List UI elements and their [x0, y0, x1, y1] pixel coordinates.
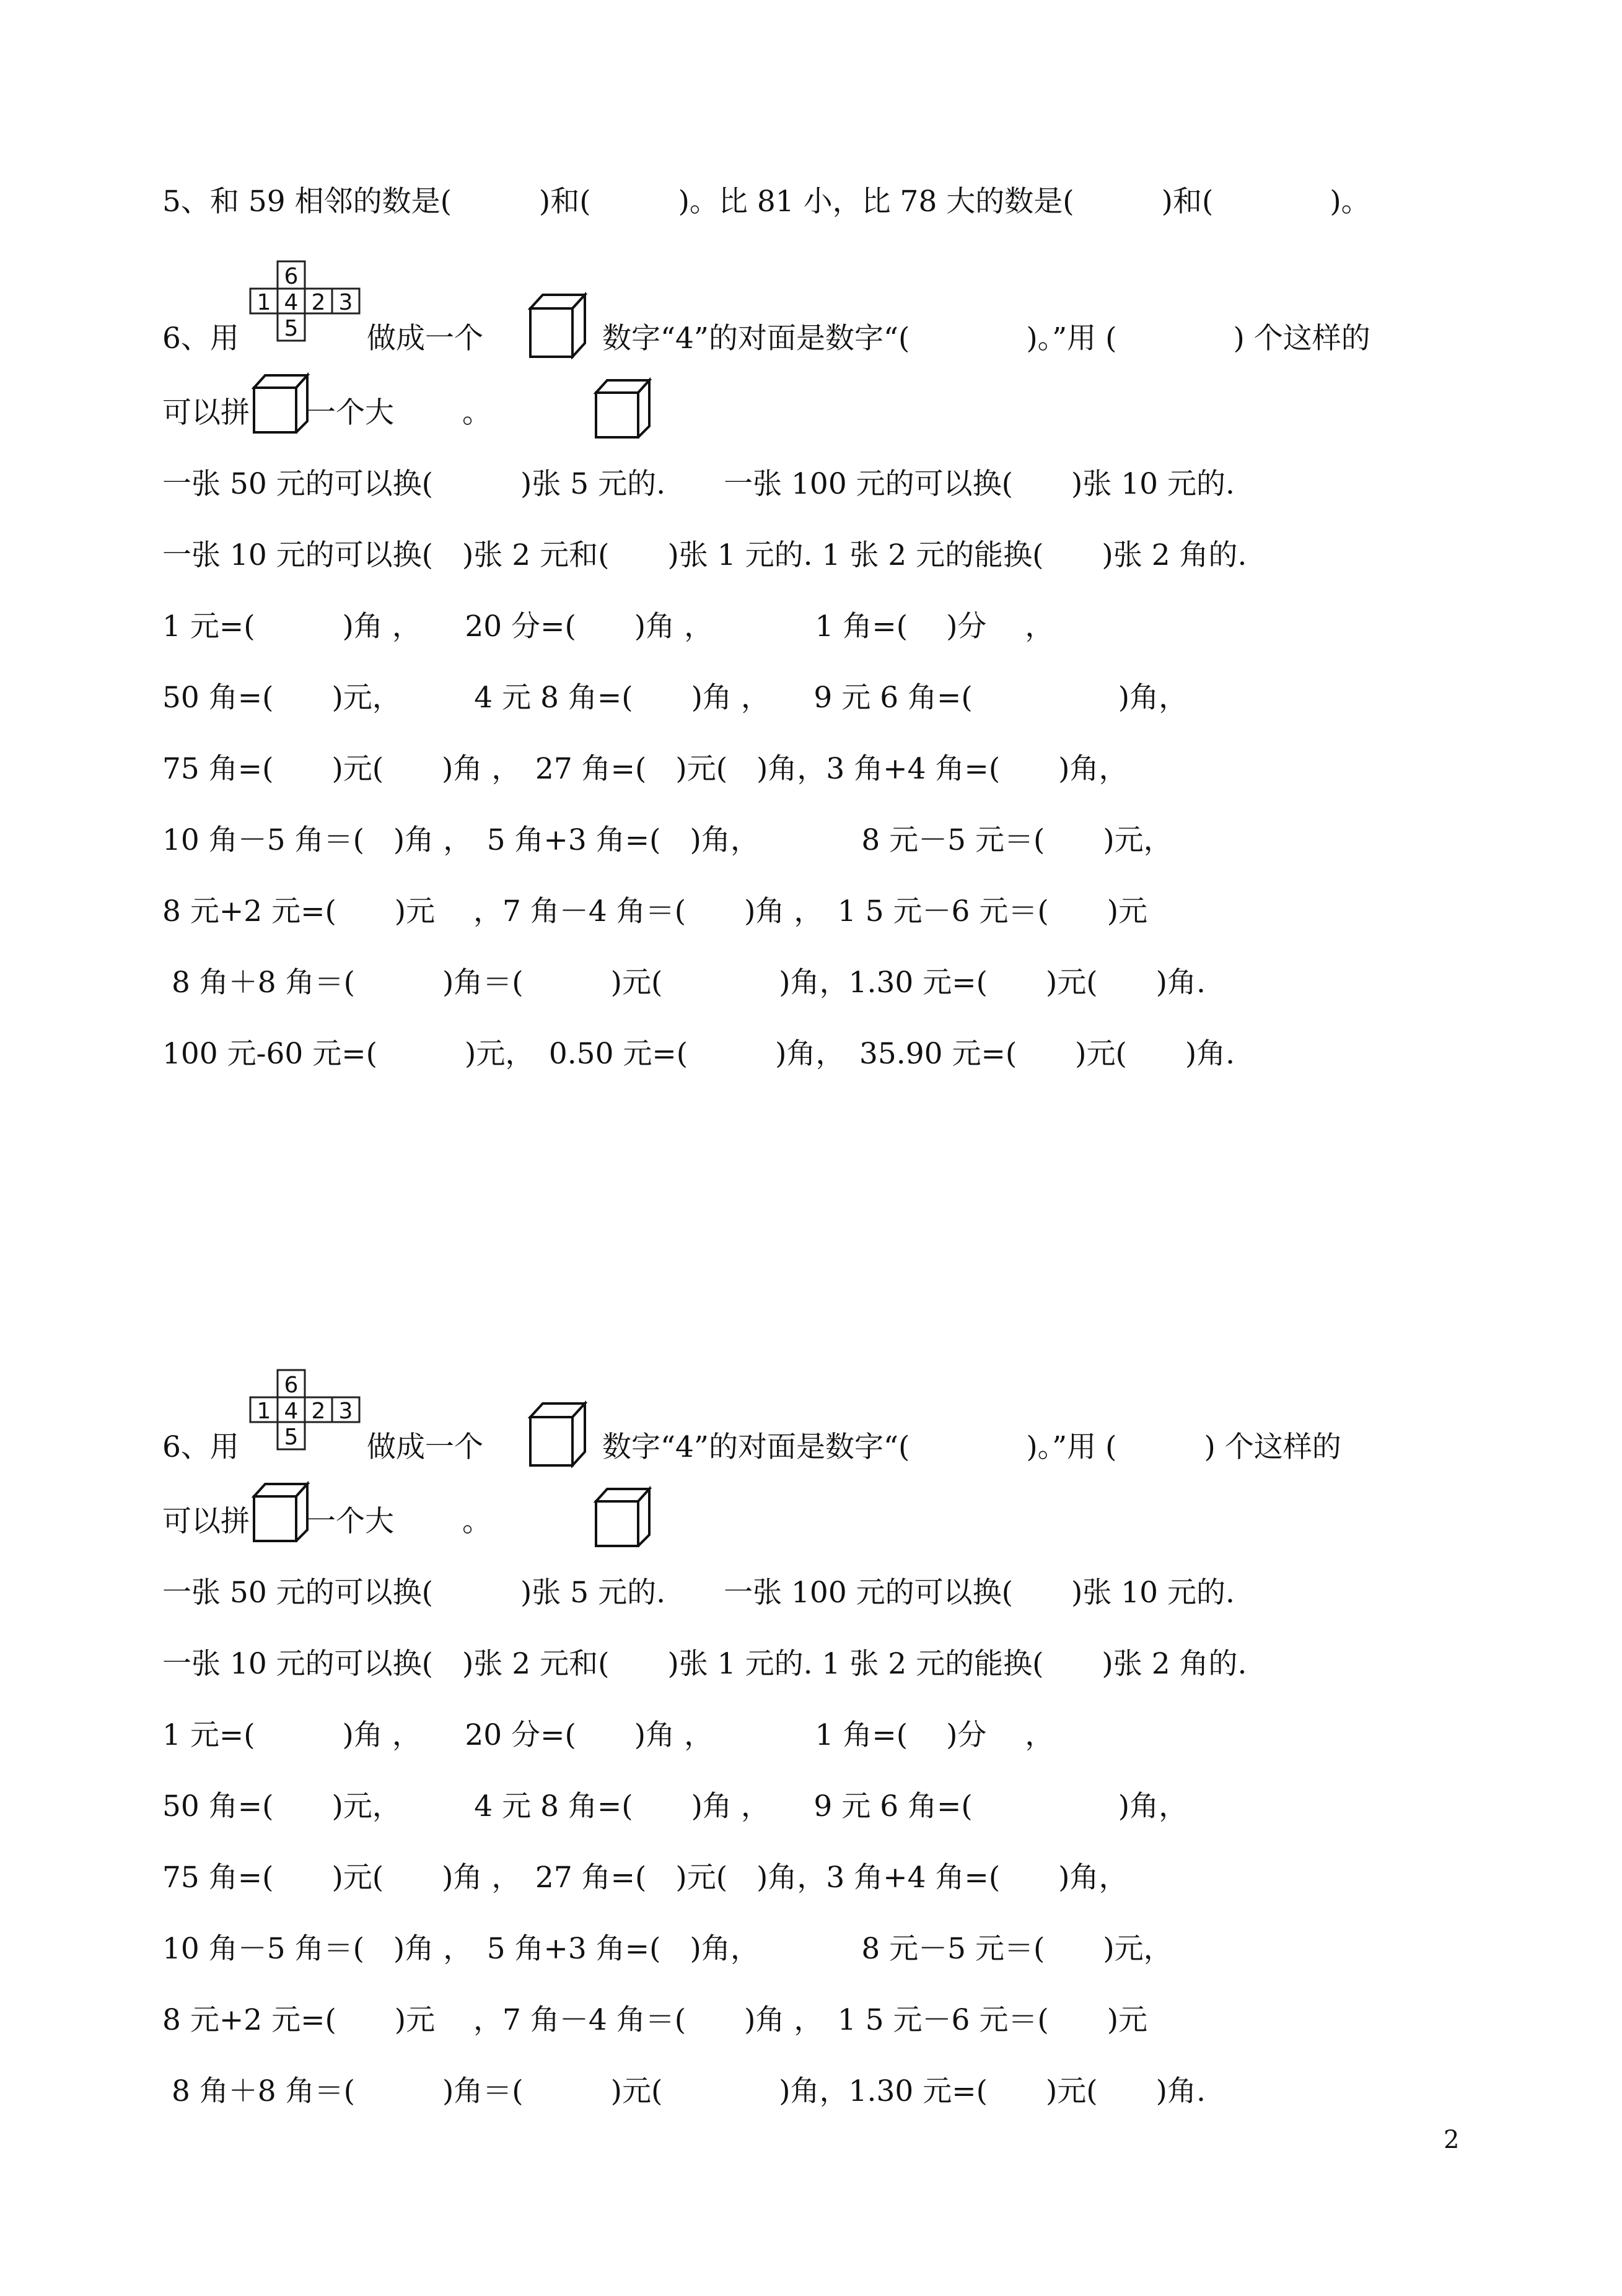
page-number: 2 [1444, 2126, 1460, 2154]
q6-prefix: 6、用 [162, 321, 239, 356]
exercise-line: 100 元-60 元=( )元， 0.50 元=( )角， 35.90 元=( )元( )角. [162, 1037, 1235, 1071]
q6-made-into: 做成一个 [367, 1430, 483, 1464]
cube-icon-small [252, 1480, 313, 1542]
net-label-6: 6 [284, 1373, 299, 1398]
large-cube-icon [594, 377, 655, 439]
q6-made-into: 做成一个 [367, 321, 483, 356]
exercise-line: 8 元+2 元=( )元 ，7 角－4 角＝( )角 ， 1 5 元－6 元＝( )元 [162, 2003, 1148, 2037]
cube-icon [528, 291, 590, 359]
q6-line2-a: 可以拼 [162, 1504, 250, 1539]
q6-line2-b: 一个大 [307, 396, 394, 430]
exercise-line: 一张 50 元的可以换( )张 5 元的. 一张 100 元的可以换( )张 10 元的. [162, 467, 1235, 501]
q6-question-text: 数字“4”的对面是数字“( )。”用 ( ) 个这样的 [602, 1430, 1341, 1464]
net-label-3: 3 [338, 290, 353, 315]
net-label-2: 2 [311, 1399, 326, 1424]
cube-icon [528, 1400, 590, 1468]
q6-line2-c: 。 [462, 396, 491, 430]
exercise-line: 1 元=( )角 ， 20 分=( )角 ， 1 角=( )分 ， [162, 609, 1054, 644]
net-label-5: 5 [284, 316, 299, 341]
exercise-line: 1 元=( )角 ， 20 分=( )角 ， 1 角=( )分 ， [162, 1718, 1054, 1752]
q6-prefix: 6、用 [162, 1430, 239, 1464]
exercise-line: 8 元+2 元=( )元 ，7 角－4 角＝( )角 ， 1 5 元－6 元＝( )元 [162, 894, 1148, 928]
exercise-line: 75 角=( )元( )角 ， 27 角=( )元( )角，3 角+4 角=( )角， [162, 752, 1128, 786]
exercise-line: 8 角＋8 角＝( )角＝( )元( )角，1.30 元=( )元( )角. [162, 2074, 1206, 2108]
net-label-1: 1 [256, 1399, 271, 1424]
exercise-line: 一张 50 元的可以换( )张 5 元的. 一张 100 元的可以换( )张 10 元的. [162, 1576, 1235, 1610]
net-label-2: 2 [311, 290, 326, 315]
exercise-line: 10 角－5 角＝( )角 ， 5 角+3 角=( )角， 8 元－5 元＝( )元， [162, 1932, 1173, 1966]
net-label-3: 3 [338, 1399, 353, 1424]
q6-question-text: 数字“4”的对面是数字“( )。”用 ( ) 个这样的 [602, 321, 1370, 356]
net-label-4: 4 [284, 290, 299, 315]
cube-net-figure [247, 1369, 364, 1456]
q6-line2-a: 可以拼 [162, 396, 250, 430]
exercise-line: 50 角=( )元， 4 元 8 角=( )角 ， 9 元 6 角=( )角， [162, 1789, 1188, 1823]
cube-net-figure [247, 260, 364, 347]
net-label-6: 6 [284, 264, 299, 289]
cube-icon-small [252, 372, 313, 434]
exercise-line: 一张 10 元的可以换( )张 2 元和( )张 1 元的. 1 张 2 元的能换( )张 2 角的. [162, 1647, 1247, 1681]
net-label-1: 1 [256, 290, 271, 315]
q6-line2-c: 。 [462, 1504, 491, 1539]
net-label-5: 5 [284, 1425, 299, 1450]
large-cube-icon [594, 1485, 655, 1547]
exercise-line: 一张 10 元的可以换( )张 2 元和( )张 1 元的. 1 张 2 元的能换( )张 2 角的. [162, 538, 1247, 572]
exercise-line: 75 角=( )元( )角 ， 27 角=( )元( )角，3 角+4 角=( )角， [162, 1861, 1128, 1895]
q6-line2-b: 一个大 [307, 1504, 394, 1539]
exercise-line: 50 角=( )元， 4 元 8 角=( )角 ， 9 元 6 角=( )角， [162, 681, 1188, 715]
exercise-line: 10 角－5 角＝( )角 ， 5 角+3 角=( )角， 8 元－5 元＝( )元， [162, 823, 1173, 857]
question-5: 5、和 59 相邻的数是( )和( )。比 81 小，比 78 大的数是( )和( )。 [162, 185, 1370, 219]
exercise-line: 8 角＋8 角＝( )角＝( )元( )角，1.30 元=( )元( )角. [162, 966, 1206, 1000]
net-label-4: 4 [284, 1399, 299, 1424]
